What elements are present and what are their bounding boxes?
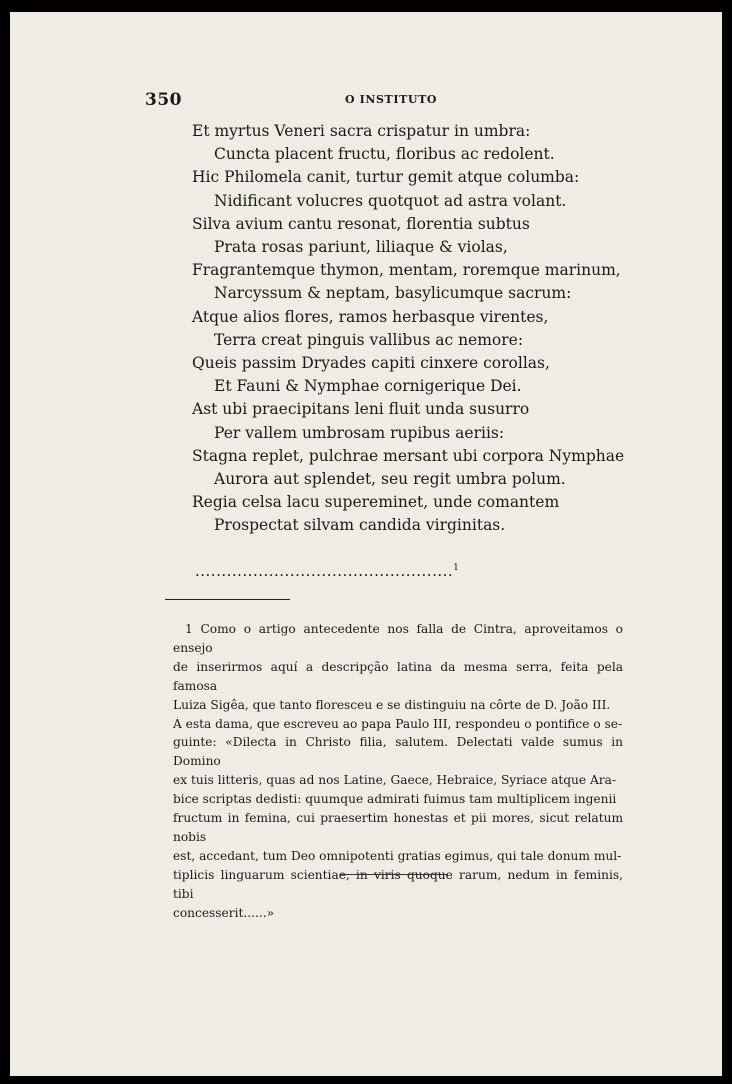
verse-line: Et myrtus Veneri sacra crispatur in umbra: [192, 122, 531, 140]
footnote-line: fructum in femina, cui praesertim honestas et pii mores, sicut relatum nobis [173, 811, 623, 844]
footnote-line: bice scriptas dedisti: quumque admirati fuimus tam multiplicem ingenii [173, 792, 617, 807]
verse-line: Narcyssum & neptam, basylicumque sacrum: [214, 284, 572, 303]
verse-line: Ast ubi praecipitans leni fluit unda susurro [192, 400, 530, 419]
footnote-line: A esta dama, que escreveu ao papa Paulo III, respondeu o pontifice o se- [173, 716, 623, 731]
footnote-marker: 1 [453, 563, 460, 573]
omission-ellipsis [195, 562, 459, 580]
footnote [173, 620, 623, 923]
verse-line: Prata rosas pariunt, liliaque & violas, [214, 238, 508, 257]
running-title: O INSTITUTO [345, 93, 438, 106]
verse-line: Aurora aut splendet, seu regit umbra polum. [214, 470, 566, 489]
footnote-line: concesserit......» [173, 905, 275, 920]
page-header [145, 90, 612, 110]
book-page [10, 12, 722, 1076]
verse-line: Prospectat silvam candida virginitas. [214, 516, 506, 535]
verse-line: Hic Philomela canit, turtur gemit atque columba: [192, 168, 580, 187]
verse-line: Per vallem umbrosam rupibus aeriis: [214, 423, 505, 442]
footnote-line: est, accedant, tum Deo omnipotenti gratias egimus, qui tale donum mul- [173, 848, 622, 863]
verse-line: Terra creat pinguis vallibus ac nemore: [214, 330, 524, 349]
verse-line: Silva avium cantu resonat, florentia subtus [192, 214, 530, 233]
verse-line: Et Fauni & Nymphae cornigerique Dei. [214, 377, 522, 396]
show-through-rule [340, 874, 448, 875]
verse-line: Stagna replet, pulchrae mersant ubi corpora Nymphae [192, 446, 625, 465]
page-number: 350 [145, 90, 182, 110]
footnote-line: ex tuis litteris, quas ad nos Latine, Gaece, Hebraice, Syriace atque Ara- [173, 773, 616, 788]
verse-line: Regia celsa lacu supereminet, unde comantem [192, 493, 560, 512]
verse-line: Atque alios flores, ramos herbasque virentes, [192, 307, 549, 326]
latin-poem [192, 120, 625, 538]
footnote-line: guinte: «Dilecta in Christo filia, salutem. Delectati valde sumus in Domino [173, 735, 623, 769]
footnote-line: Luiza Sigêa, que tanto floresceu e se distinguiu na côrte de D. João III. [173, 697, 611, 712]
footnote-divider [165, 599, 290, 600]
verse-line: Nidificant volucres quotquot ad astra volant. [214, 191, 567, 210]
footnote-line: tiplicis linguarum scientiae, in viris quoque rarum, nedum in feminis, tibi [173, 867, 623, 901]
footnote-line: 1 Como o artigo antecedente nos falla de Cintra, aproveitamos o ensejo [173, 622, 623, 655]
verse-line: Queis passim Dryades capiti cinxere corollas, [192, 354, 550, 373]
footnote-line: de inserirmos aquí a descripção latina da mesma serra, feita pela famosa [173, 659, 623, 693]
verse-line: Cuncta placent fructu, floribus ac redolent. [214, 145, 555, 164]
ellipsis-dots: ................................................. [195, 562, 454, 580]
verse-line: Fragrantemque thymon, mentam, roremque marinum, [192, 261, 621, 280]
